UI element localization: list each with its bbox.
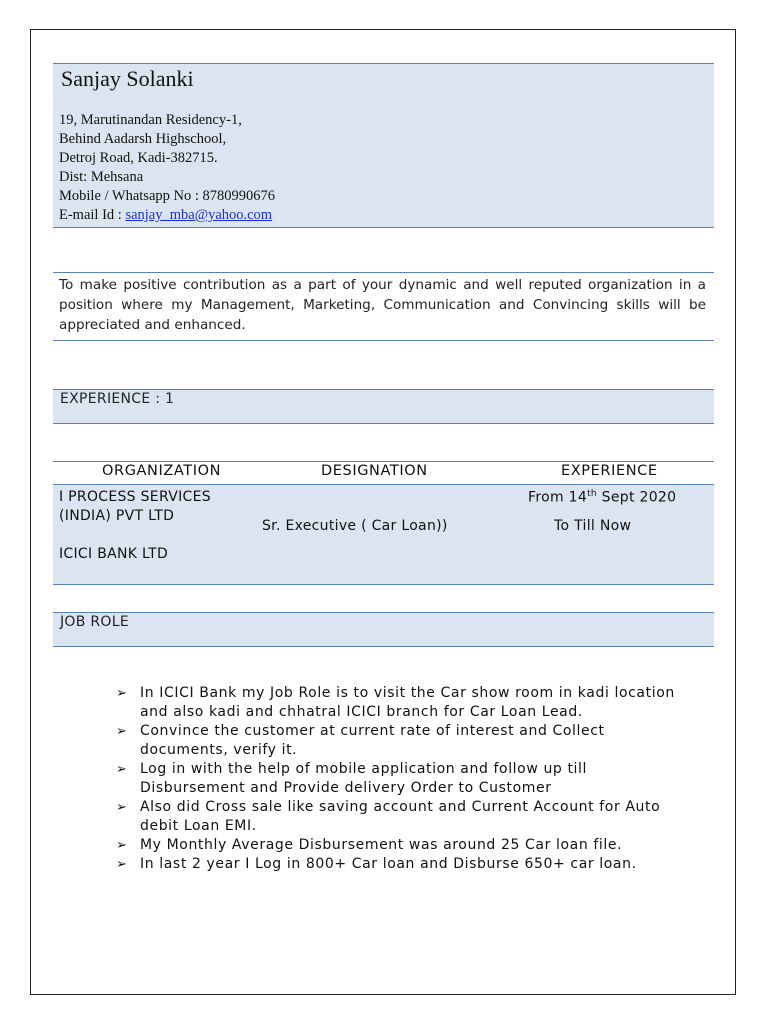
arrow-bullet-icon: ➢ — [116, 724, 128, 739]
candidate-name: Sanjay Solanki — [61, 66, 194, 91]
email-label: E-mail Id : — [59, 207, 126, 223]
list-item-text: In ICICI Bank my Job Role is to visit the Car show room in kadi location and also kadi and chhatral ICICI branch for Car Loan Lead. — [140, 685, 675, 720]
experience-from-day: From 14 — [528, 489, 588, 506]
header-organization: ORGANIZATION — [102, 463, 222, 479]
address-line-4: Dist: Mehsana — [59, 169, 144, 185]
address-line-2: Behind Aadarsh Highschool, — [59, 131, 227, 147]
mobile-line: Mobile / Whatsapp No : 8780990676 — [59, 188, 276, 204]
list-item — [116, 836, 696, 855]
email-link[interactable]: sanjay_mba@yahoo.com — [125, 207, 273, 223]
job-role-heading: JOB ROLE — [60, 614, 129, 630]
email-line — [59, 207, 272, 224]
organization-line-2: (INDIA) PVT LTD — [59, 508, 175, 524]
experience-heading: EXPERIENCE : 1 — [60, 391, 175, 407]
designation-value: Sr. Executive ( Car Loan)) — [262, 518, 448, 534]
list-item-text: Log in with the help of mobile application and follow up till Disbursement and Provide delivery Order to Customer — [140, 761, 588, 796]
arrow-bullet-icon: ➢ — [116, 838, 128, 853]
address-line-3: Detroj Road, Kadi-382715. — [59, 150, 218, 166]
list-item — [116, 722, 696, 760]
job-role-heading-band — [53, 612, 714, 647]
list-item-text: My Monthly Average Disbursement was around 25 Car loan file. — [140, 837, 623, 853]
objective-text: To make positive contribution as a part of your dynamic and well reputed organization in a position where my Management, Marketing, Communication and Convincing skills will be appreciated and enhanced. — [59, 277, 706, 333]
organization-line-1: I PROCESS SERVICES — [59, 489, 211, 505]
arrow-bullet-icon: ➢ — [116, 762, 128, 777]
objective-bottom-rule — [53, 340, 714, 341]
job-role-list — [116, 684, 696, 874]
list-item — [116, 798, 696, 836]
address-line-1: 19, Marutinandan Residency-1, — [59, 112, 242, 128]
list-item-text: Convince the customer at current rate of interest and Collect documents, verify it. — [140, 723, 605, 758]
arrow-bullet-icon: ➢ — [116, 686, 128, 701]
arrow-bullet-icon: ➢ — [116, 800, 128, 815]
experience-to: To Till Now — [554, 518, 632, 534]
arrow-bullet-icon: ➢ — [116, 857, 128, 872]
list-item-text: Also did Cross sale like saving account and Current Account for Auto debit Loan EMI. — [140, 799, 661, 834]
list-item — [116, 760, 696, 798]
list-item — [116, 684, 696, 722]
table-top-rule — [53, 461, 714, 462]
organization-line-3: ICICI BANK LTD — [59, 546, 169, 562]
list-item-text: In last 2 year I Log in 800+ Car loan and Disburse 650+ car loan. — [140, 856, 637, 872]
experience-from-suffix: th — [587, 489, 597, 499]
list-item — [116, 855, 696, 874]
experience-from — [528, 489, 676, 506]
header-designation: DESIGNATION — [321, 463, 428, 479]
experience-from-month: Sept 2020 — [596, 489, 677, 506]
header-experience: EXPERIENCE — [561, 463, 658, 479]
objective-top-rule — [53, 272, 714, 273]
